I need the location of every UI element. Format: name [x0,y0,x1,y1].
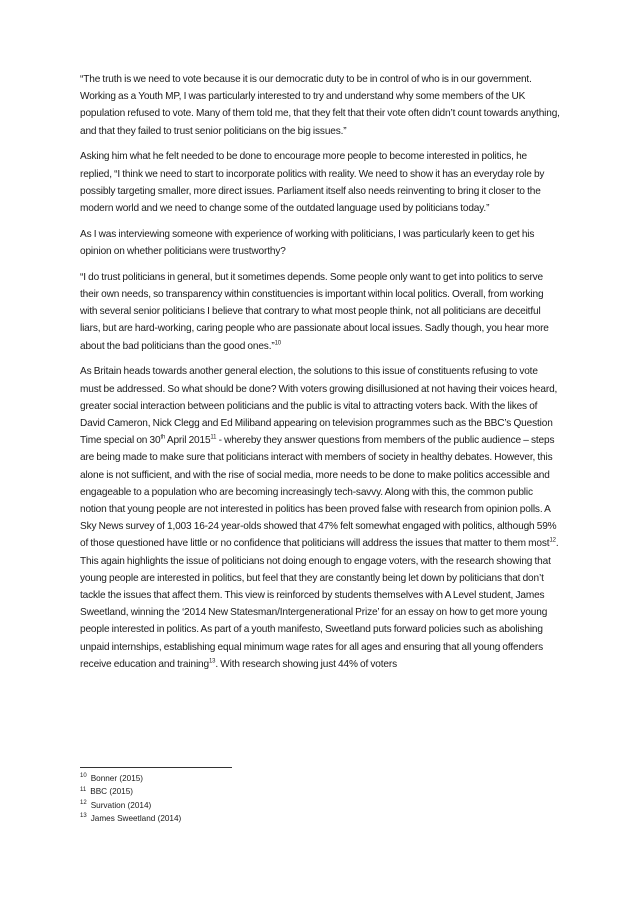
footnote-12: $^{12}$ Survation (2014) [80,800,152,810]
footnote-13: $^{13}$ James Sweetland (2014) [80,813,182,824]
footnote-separator [80,767,232,768]
paragraph-youth-mp-quote: “The truth is we need to vote because it is our democratic duty to be in control of who is in our government. Working as a Youth MP, I was particularly interested to try and understand why some members of the UK population refused to vote. Many of them told me, that they felt that their vote often didn’t count towards anything, and that they failed to trust senior politicians on the big issues.” [80,74,560,137]
footnotes [80,772,380,826]
body-text [80,71,560,682]
paragraph-engagement-answer: Asking him what he felt needed to be done to encourage more people to become interested in politics, he replied, “I think we need to start to incorporate politics with reality. We need to show it has an everyday role by possibly targeting smaller, more direct issues. Parliament itself also needs reinventing to bring it closer to the modern world and we need to change some of the outdated language used by politicians today.” [80,151,545,215]
footnote-11: $^{11}$ BBC (2015) [80,786,134,797]
footnote-ref-11: 11 [210,434,217,441]
footnote-ref-13: 13 [208,658,216,665]
footnote-ref-12: 12 [549,538,556,545]
footnote-ref-10: 10 [274,340,281,347]
footnote-10: $^{10}$ Bonner (2015) [80,773,144,783]
paragraph-trust-question: As I was interviewing someone with experience of working with politicians, I was particularly keen to get his opinion on whether politicians were trustworthy? [80,228,535,258]
paragraph-trust-answer: “I do trust politicians in general, but it sometimes depends. Some people only want to get into politics to serve their own needs, so transparency within constituencies is important within local politics. Overall, from working with several senior politicians I believe that contrary to what most people think, not all politicians are deceitful liars, but are hard-working, caring people who are passionate about local issues. Sadly though, you hear more about the bad politicians than the good ones.”$^{10}$ [80,271,549,352]
paragraph-general-election: As Britain heads towards another general election, the solutions to this issue of constituents refusing to vote must be addressed. So what should be done? With voters growing disillusioned at not having their voices heard, greater social interaction between politicians and the public is vital to attracting voters back. With the likes of David Cameron, Nick Clegg and Ed Miliband appearing on television programmes such as the BBC’s Question Time special on 30th April 2015$^{11}$ - whereby they answer questions from members of the public audience – steps are being made to make sure that politicians interact with members of society in healthy debates. However, this alone is not sufficient, and with the rise of social media, more needs to be done to make politics accessible and engageable to a population who are becoming increasingly tech-savvy. Along with this, the common public notion that young people are not interested in politics has been proved false with research from opinion polls. A Sky News survey of 1,003 16-24 year-olds showed that 47% felt somewhat engaged with politics, although 59% of those questioned have little or no confidence that politicians will address the issues that matter to them most$^{12}$. This again highlights the issue of politicians not doing enough to engage voters, with the research showing that young people are interested in politics, but feel that they are constantly being let down by politicians that don’t tackle the issues that affect them. This view is reinforced by students themselves with A Level student, James Sweetland, winning the ‘2014 New Statesman/Intergenerational Prize’ for an essay on how to get more young people interested in politics. As part of a youth manifesto, Sweetland puts forward policies such as abolishing unpaid internships, establishing equal minimum wage rates for all ages and ensuring that all young offenders receive education and training$^{13}$. With research showing just 44% of voters [80,366,559,670]
ordinal-suffix: th [160,434,166,441]
